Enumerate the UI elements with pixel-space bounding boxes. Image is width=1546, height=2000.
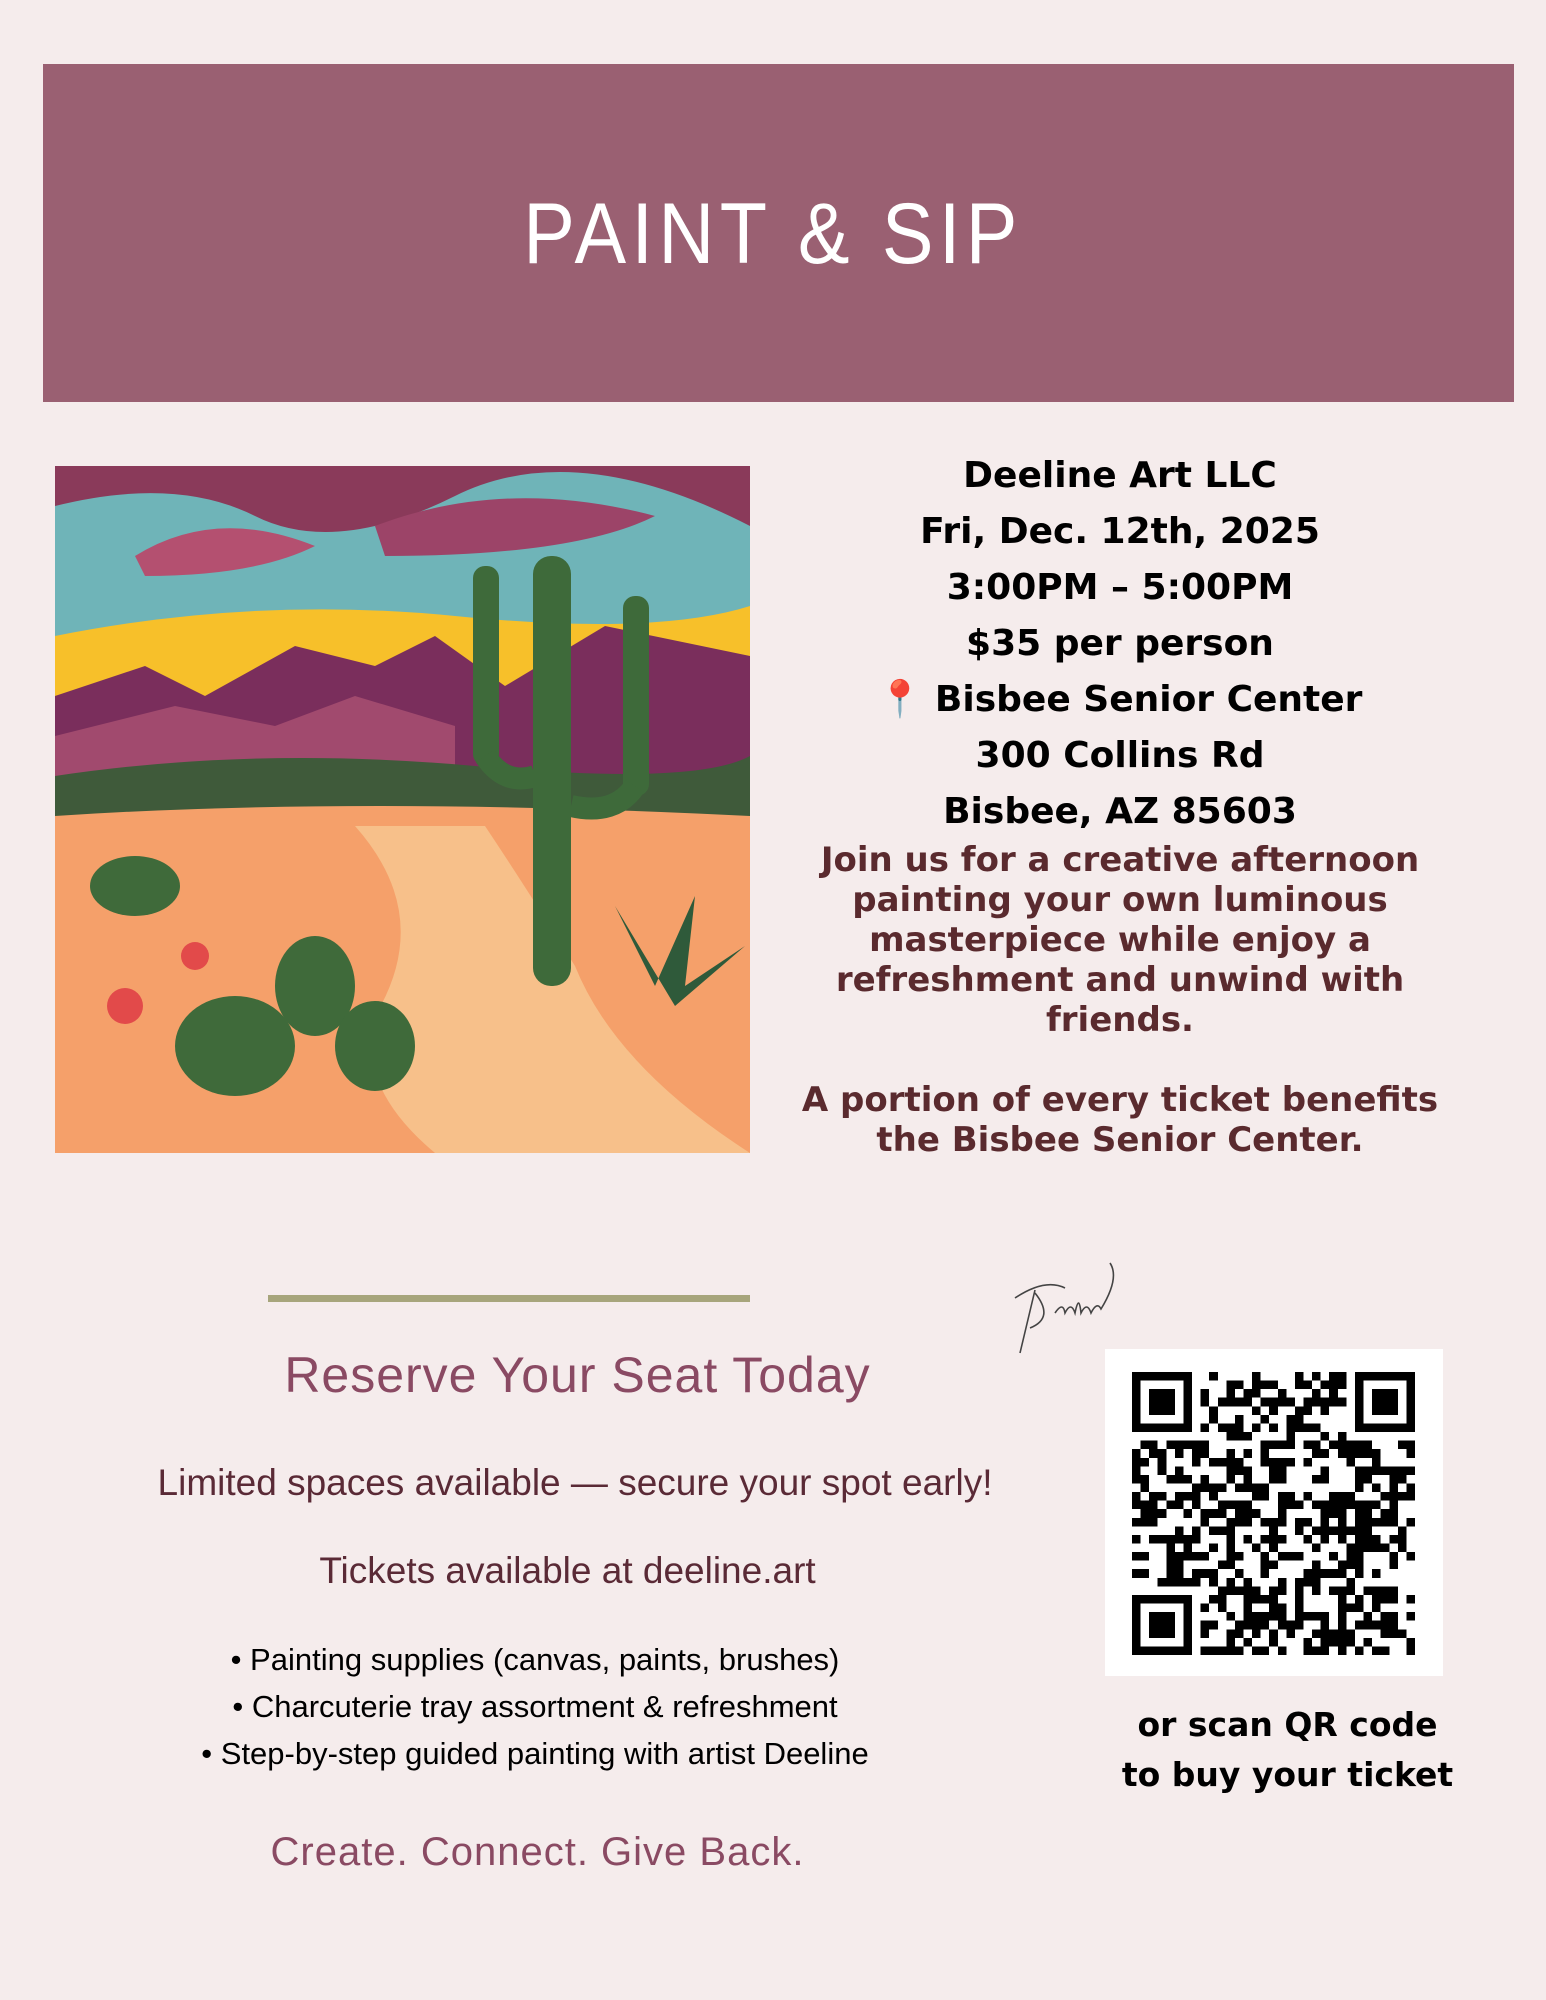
city-address: Bisbee, AZ 85603 (943, 791, 1297, 832)
artist-signature (1005, 1258, 1125, 1358)
list-item: • Charcuterie tray assortment & refreshment (232, 1689, 838, 1724)
event-details (770, 448, 1470, 1160)
qr-code-pattern (1132, 1372, 1415, 1655)
limited-spaces-text: Limited spaces available — secure your spot early! (157, 1462, 993, 1503)
qr-caption-line1: or scan QR code (1137, 1705, 1438, 1744)
event-date: Fri, Dec. 12th, 2025 (920, 511, 1320, 552)
event-time: 3:00PM – 5:00PM (946, 567, 1294, 608)
reserve-heading: Reserve Your Seat Today (284, 1347, 871, 1403)
location-pin-icon: 📍 (877, 679, 923, 720)
venue-name: Bisbee Senior Center (934, 679, 1363, 720)
qr-caption (1105, 1700, 1470, 1800)
tickets-link-text: Tickets available at deeline.art (319, 1550, 816, 1591)
host-name: Deeline Art LLC (963, 455, 1277, 496)
page-title: PAINT & SIP (523, 186, 1023, 282)
event-price: $35 per person (966, 623, 1274, 664)
tagline: Create. Connect. Give Back. (270, 1830, 805, 1874)
list-item: • Step-by-step guided painting with artist Deeline (201, 1736, 869, 1771)
street-address: 300 Collins Rd (975, 735, 1265, 776)
event-description: Join us for a creative afternoon painting your own luminous masterpiece while enjoy a refreshment and unwind with friends. (820, 840, 1420, 1040)
divider-line (268, 1295, 750, 1302)
qr-caption-line2: to buy your ticket (1121, 1755, 1454, 1794)
benefit-note: A portion of every ticket benefits the Bisbee Senior Center. (801, 1080, 1439, 1160)
includes-list (100, 1636, 970, 1777)
qr-code[interactable] (1105, 1349, 1443, 1676)
venue-line (770, 672, 1470, 728)
list-item: • Painting supplies (canvas, paints, brushes) (230, 1642, 840, 1677)
desert-painting-image (55, 466, 750, 1153)
